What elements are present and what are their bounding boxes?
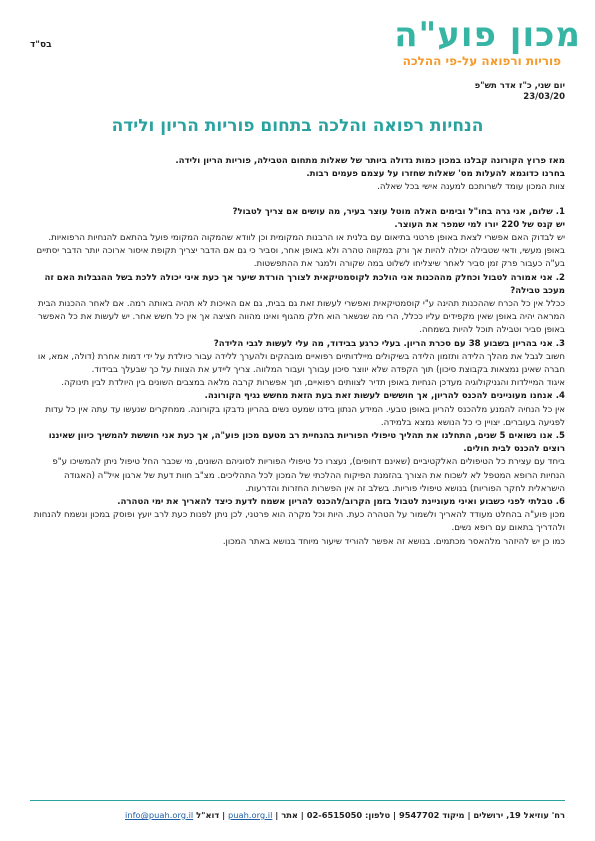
logo-subtitle: פוריות ורפואה על-פי ההלכה — [402, 54, 561, 68]
answer: כמו כן יש להיזהר מלהאסר מכתמים. בנושא זה אפשר להוריד שיעור מיוחד בנושא באתר המכון. — [222, 536, 565, 547]
puah-logo — [381, 16, 581, 68]
question-continuation: יש קנס של 220 יורו למי שמפר את העוצר. — [394, 219, 565, 230]
qa-section-3 — [30, 338, 565, 391]
question: 4. אנחנו מעוניינים להכנס להריון, אך חוששים לעשות זאת בעת הזאת מחשש נגיף הקורונה. — [204, 391, 565, 402]
qa-section-1 — [30, 206, 565, 272]
question: 3. אני בהריון בשבוע 38 עם סכרת הריון. בעלי כרגע בבידוד, מה עלי לעשות לגבי הלידה? — [213, 338, 565, 349]
question: 6. טבלתי לפני כשבוע ואיני מעוניינת לטבול בזמן הקרוב/להכנס להריון אשמח לדעת כיצד להאריך את ימי הטהרה. — [117, 497, 565, 508]
qa-section-6 — [30, 496, 565, 549]
bsd-header: בס"ד — [30, 40, 52, 50]
intro-line: מאז פרוץ הקורונה קבלנו במכון כמות גדולה ביותר של שאלות מתחום הטבילה, פוריות הריון ולידה. — [175, 156, 565, 166]
logo-title: מכון פוע"ה — [394, 15, 581, 55]
answer: איגוד המיילדות והגניקולוגיה מעדכן הנחיות באופן תדיר לצוותים רפואיים, תוך אפשרות קרבה מלאה במצבים השונים בין היולדת לבין תינוקה. — [61, 378, 565, 389]
answer: ביחד עם עצירת כל הטיפולים האלקטיביים (שאינם דחופים), נעצרו כל טיפולי הפוריות לסוגיהם השונים, מי שכבר החל טיפול ניתן להמשיכו ע"פ הנחיות הרופא המטפל לא לשכוח את הצורך בהזמנת הפיקוח ההלכתי של המכון לכל התהליכים. מצ"ב חוות דעת של ארגון איל"ה (האגודה הישראלית לחקר הפוריות) בנושא טיפולי פוריות. בשלב זה אין הפשרות החזרות והדרעות. — [52, 457, 565, 494]
intro-line: צוות המכון עומד לשרותכם למענה אישי בכל שאלה. — [377, 182, 565, 193]
answer: באופן מעשי, ודאי שטבילה יכולה להיות אך ורק במקווה טהרה ולא באופן אחר, וסביר כי גם אם הדבר יצריך תקופת איסור ארוכה יותר הדבר יסתיים בע"ה כעבור פרק זמן סביר לאחר שיצליחו לשלוט במה שקורה ולמגר את ההתפשטות. — [36, 246, 565, 270]
website-link[interactable]: puah.org.il — [228, 810, 273, 820]
document-body — [30, 155, 565, 549]
footer-divider — [30, 800, 565, 801]
intro-line: בחרנו כדוגמא להעלות מס' שאלות שחזרו על עצמם פעמים רבות. — [306, 169, 565, 180]
question: 5. אנו נשואים 5 שנים, התחלנו את תהליך טיפולי הפוריות בהנחיית רב מטעם מכון פוע"ה, אך כעת אני חוששת להמשיך כיוון שאיננו רוצים להכנס לבית חולים. — [48, 431, 565, 455]
answer: חשוב לגבל את מהלך הלידה ותזמון הלידה בשיקולים מיילדותיים רפואיים מובהקים ולהערך ללידה עבור כיולדת על ידי דמות אחרת (דולה, אמא, או חברה שאינן נמצאות בקבוצת סיכון) תוך הקפדה שלא יווצר סיכון עבורך ועבור המלווה. צריך ליידע את הצוות על כך שבעלך בבידוד. — [37, 351, 565, 376]
email-link[interactable]: info@puah.org.il — [125, 810, 194, 820]
answer: יש לבדוק האם אפשרי לצאת באופן פרטני בתיאום עם בלנית או הרבנות המקומית וכן לוודא שהמקוה המקומי פועל בהתאם להנחיות הרפואיות. — [48, 233, 565, 244]
date-block — [365, 81, 565, 103]
footer-address: רח' עוזיאל 19, ירושלים | מיקוד 9547702 | טלפון: 02-6515050 | אתר | — [275, 810, 565, 820]
qa-section-4 — [30, 390, 565, 430]
answer: אין כל הנחיה להמנע מלהכנס להריון באופן טבעי. המידע הנתון בידנו שמעט נשים בהריון נדבקו בקורונה. ממחקרים שנעשו עד עתה אין כל עדות לפגיעה בעוברים. יצויין כי כל הנושא נמצא בלמידה. — [45, 404, 565, 428]
qa-section-5 — [30, 430, 565, 496]
answer: ככלל אין כל הכרח שההכנות תהינה ע"י קוסמטיקאית ואפשרי לעשות זאת גם בבית, גם אם האיכות לא תהיה באותה רמה. אם לאחר ההכנות הבית המראה יהיה באופן שאין מקפידים עליו ככלל, הרי מה שנשאר הוא חלק מהגוף ואינו מהווה חציצה אך אין כל חשש אחר. יש לעשות את כל האפשר באופן סביר וטבילה תוכל להיות בשמחה. — [38, 299, 565, 336]
answer: מכון פוע"ה בהחלט מעודד להאריך ולשמור על הטהרה כעת. היות וכל מקרה הוא פרטני, לכן ניתן לפנות כעת לרב יועץ ופוסק במכון ונשמח להנחות ולהדריך בתאום עם רופא נשים. — [33, 510, 565, 534]
date-hebrew: יום שני, כ"ז אדר תש"פ — [474, 81, 565, 91]
email-label: | דוא"ל — [196, 810, 226, 820]
document-title: הנחיות רפואה והלכה בתחום פוריות הריון ולידה — [111, 116, 484, 136]
footer-contact — [30, 810, 565, 820]
date-numeric: 23/03/20 — [523, 92, 565, 102]
question: 2. אני אמורה לטבול וכחלק מההכנות אני הולכת לקוסמטיקאית לצורך הורדת שיער אך כעת איני יכולה ללכת בשל ההגבלות האם זה מעכב טבילה? — [44, 272, 565, 296]
qa-section-2 — [30, 272, 565, 338]
question: 1. שלום, אני גרה בחו"ל ובימים האלה מוטל עוצר בעיר, מה עושים אם צריך לטבול? — [232, 206, 565, 217]
